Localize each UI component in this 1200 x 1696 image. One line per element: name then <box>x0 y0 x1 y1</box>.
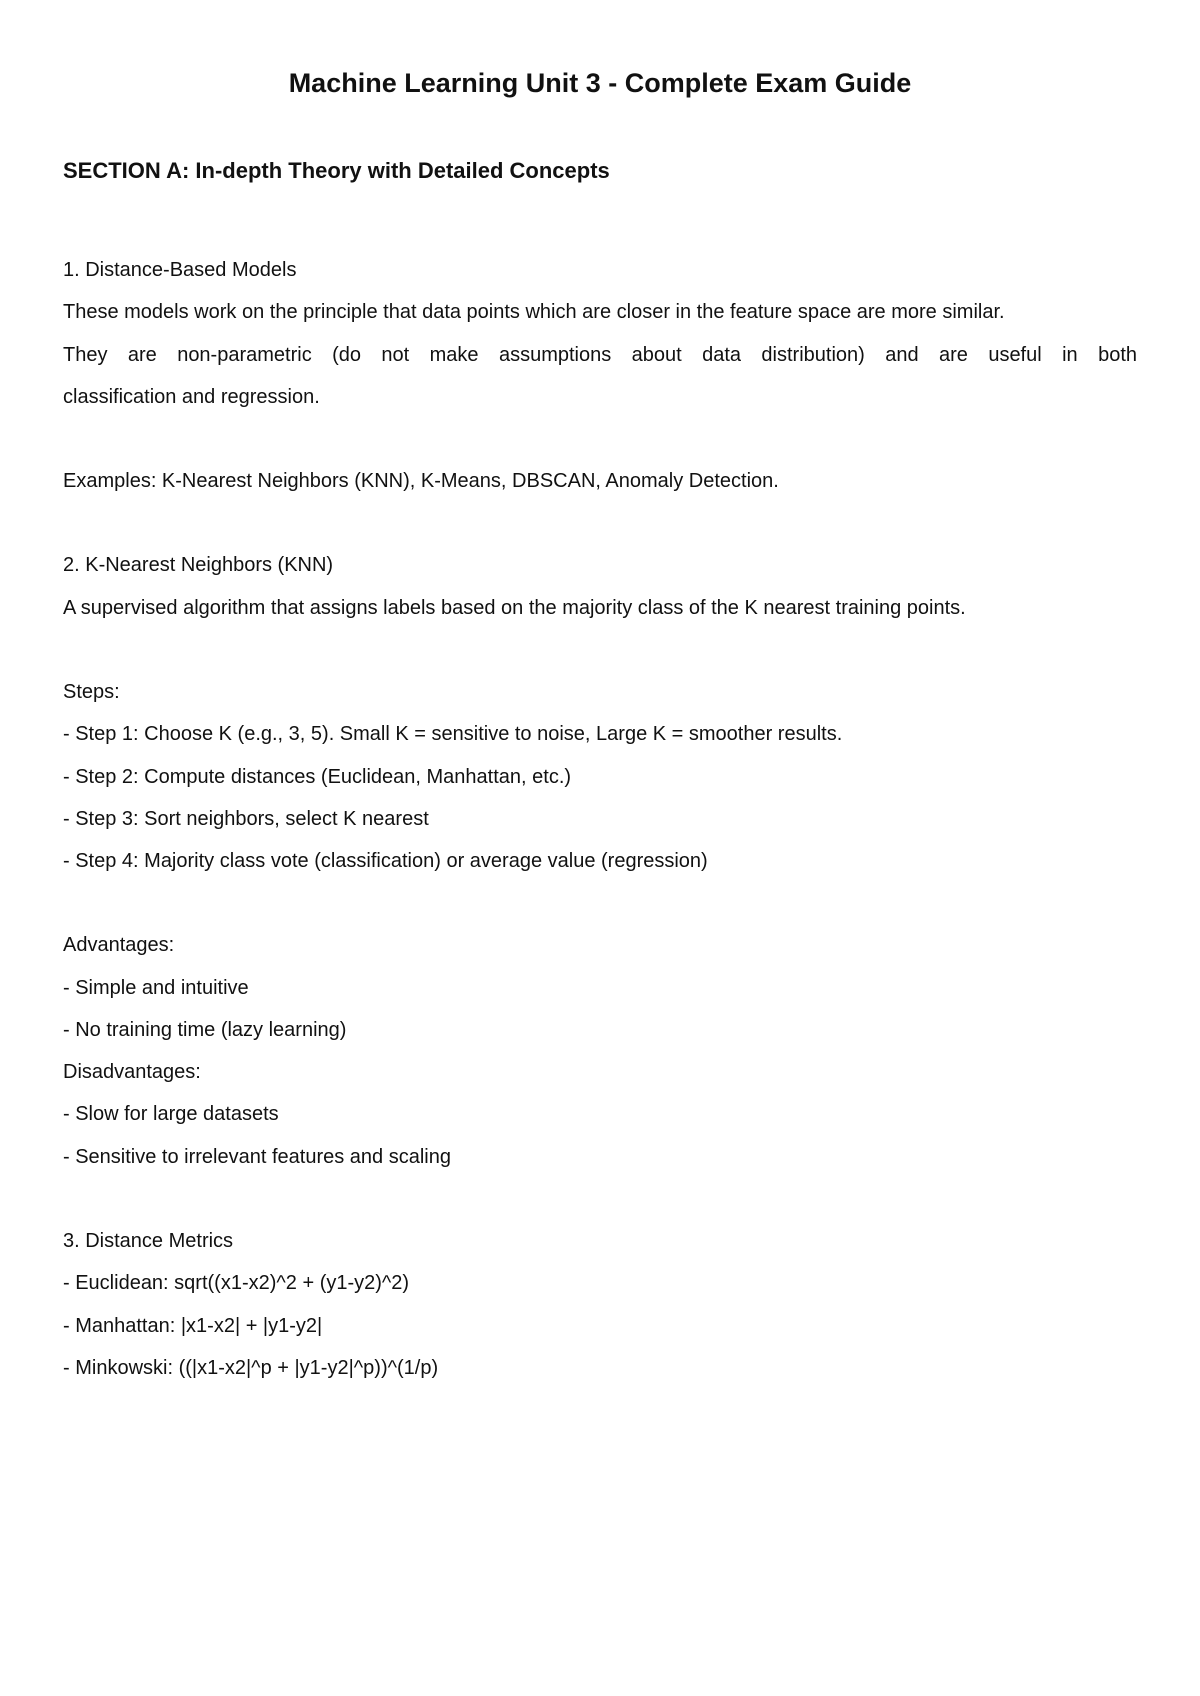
knn-disadvantage-2: - Sensitive to irrelevant features and scaling <box>63 1146 451 1168</box>
distance-models-examples: Examples: K-Nearest Neighbors (KNN), K-Means, DBSCAN, Anomaly Detection. <box>63 470 779 492</box>
knn-advantage-1: - Simple and intuitive <box>63 977 249 999</box>
knn-step-2: - Step 2: Compute distances (Euclidean, Manhattan, etc.) <box>63 766 572 788</box>
metrics-heading: 3. Distance Metrics <box>63 1230 234 1252</box>
section-a-heading: SECTION A: In-depth Theory with Detailed Concepts <box>63 158 610 183</box>
metric-manhattan: - Manhattan: |x1-x2| + |y1-y2| <box>63 1315 323 1337</box>
knn-step-3: - Step 3: Sort neighbors, select K nearest <box>63 808 429 830</box>
knn-step-4: - Step 4: Majority class vote (classification) or average value (regression) <box>63 850 708 872</box>
distance-models-paragraph-line-1: These models work on the principle that data points which are closer in the feature space are more similar. <box>63 301 1005 323</box>
knn-disadvantage-1: - Slow for large datasets <box>63 1103 279 1125</box>
distance-models-heading: 1. Distance-Based Models <box>63 259 297 281</box>
distance-models-paragraph-line-2: They are non-parametric (do not make assumptions about data distribution) and are useful in both <box>63 344 1137 366</box>
knn-step-1: - Step 1: Choose K (e.g., 3, 5). Small K = sensitive to noise, Large K = smoother results. <box>63 723 843 745</box>
knn-steps-label: Steps: <box>63 681 120 703</box>
knn-description: A supervised algorithm that assigns labels based on the majority class of the K nearest training points. <box>63 597 966 619</box>
metric-minkowski: - Minkowski: ((|x1-x2|^p + |y1-y2|^p))^(1/p) <box>63 1357 439 1379</box>
knn-disadvantages-label: Disadvantages: <box>63 1061 201 1083</box>
document-title: Machine Learning Unit 3 - Complete Exam Guide <box>288 68 912 98</box>
metric-euclidean: - Euclidean: sqrt((x1-x2)^2 + (y1-y2)^2) <box>63 1272 410 1294</box>
knn-advantage-2: - No training time (lazy learning) <box>63 1019 347 1041</box>
knn-advantages-label: Advantages: <box>63 934 175 956</box>
distance-models-paragraph-line-3: classification and regression. <box>63 386 320 408</box>
knn-heading: 2. K-Nearest Neighbors (KNN) <box>63 554 334 576</box>
